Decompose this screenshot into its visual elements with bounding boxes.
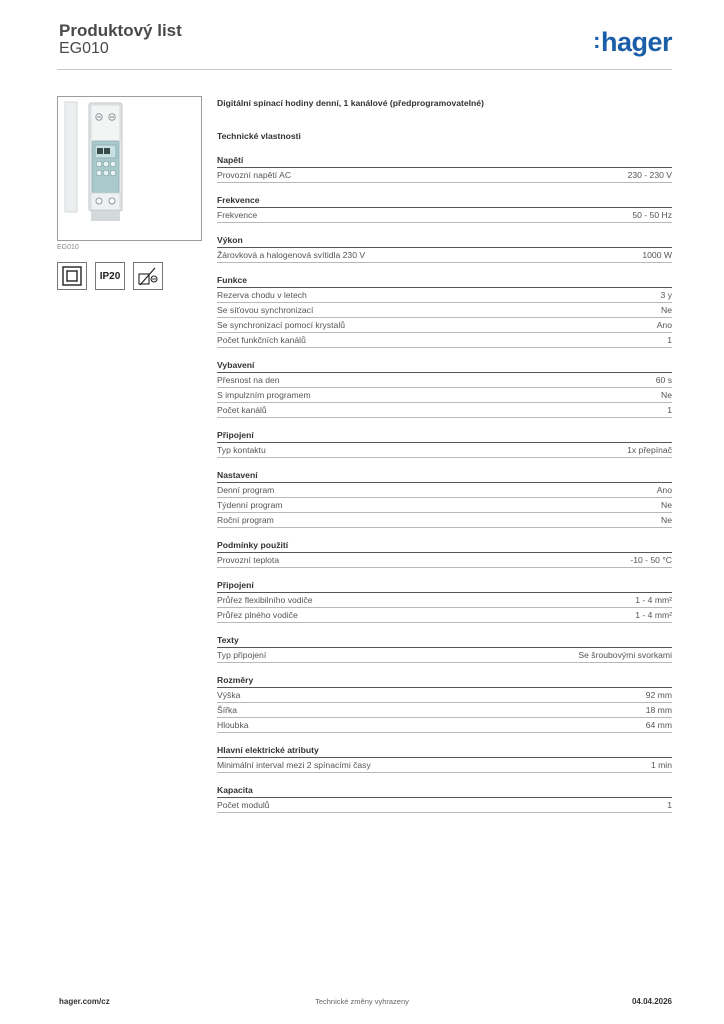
spec-row [217, 688, 672, 703]
spec-value: 1 - 4 mm² [635, 610, 672, 620]
spec-row [217, 498, 672, 513]
spec-label: Se síťovou synchronizací [217, 305, 314, 315]
spec-value: Ano [656, 320, 672, 330]
din-rail-mounting-icon [133, 262, 163, 290]
section-title: Vybavení [217, 358, 672, 373]
section-title: Připojení [217, 578, 672, 593]
spec-section [217, 358, 672, 418]
spec-value: Ne [661, 500, 672, 510]
spec-value: Se šroubovými svorkami [578, 650, 672, 660]
product-code: EG010 [59, 40, 109, 57]
spec-row [217, 608, 672, 623]
section-title: Nastavení [217, 468, 672, 483]
logo-mark: : [593, 28, 600, 53]
spec-label: Typ kontaktu [217, 445, 266, 455]
section-title: Podmínky použití [217, 538, 672, 553]
spec-label: Minimální interval mezi 2 spínacími časy [217, 760, 371, 770]
spec-row [217, 553, 672, 568]
spec-row [217, 303, 672, 318]
spec-label: Denní program [217, 485, 275, 495]
spec-row [217, 593, 672, 608]
spec-label: Počet kanálů [217, 405, 267, 415]
footer-date: 04.04.2026 [631, 997, 672, 1006]
spec-value: Ne [661, 390, 672, 400]
spec-row [217, 798, 672, 813]
time-switch-illustration [58, 97, 201, 240]
spec-section [217, 783, 672, 813]
spec-label: S impulzním programem [217, 390, 311, 400]
double-insulation-icon [57, 262, 87, 290]
spec-value: 1 [667, 405, 672, 415]
spec-label: Průřez flexibilního vodiče [217, 595, 313, 605]
logo-text: hager [600, 27, 672, 57]
hager-logo[interactable] [593, 27, 672, 58]
section-title: Kapacita [217, 783, 672, 798]
spec-row [217, 403, 672, 418]
spec-value: 1 [667, 335, 672, 345]
spec-row [217, 703, 672, 718]
spec-value: 18 mm [645, 705, 672, 715]
spec-label: Provozní napětí AC [217, 170, 292, 180]
spec-row [217, 168, 672, 183]
spec-value: 1000 W [642, 250, 672, 260]
spec-value: 50 - 50 Hz [632, 210, 672, 220]
spec-section [217, 468, 672, 528]
spec-label: Přesnost na den [217, 375, 280, 385]
image-caption: EG010 [57, 244, 79, 251]
spec-row [217, 648, 672, 663]
section-title: Texty [217, 633, 672, 648]
spec-row [217, 248, 672, 263]
spec-value: 1 - 4 mm² [635, 595, 672, 605]
spec-section [217, 743, 672, 773]
spec-section [217, 673, 672, 733]
spec-value: Ne [661, 305, 672, 315]
spec-value: 60 s [655, 375, 672, 385]
page-title: Produktový list [59, 21, 182, 40]
spec-value: 1 [667, 800, 672, 810]
spec-section [217, 578, 672, 623]
spec-section [217, 538, 672, 568]
spec-row [217, 483, 672, 498]
spec-row [217, 758, 672, 773]
spec-label: Výška [217, 690, 241, 700]
spec-label: Počet funkčních kanálů [217, 335, 306, 345]
spec-row [217, 318, 672, 333]
spec-label: Rezerva chodu v letech [217, 290, 307, 300]
spec-label: Týdenní program [217, 500, 283, 510]
spec-row [217, 208, 672, 223]
ip-rating: IP20 [99, 270, 121, 282]
spec-row [217, 443, 672, 458]
spec-label: Se synchronizací pomocí krystalů [217, 320, 346, 330]
spec-section [217, 233, 672, 263]
spec-value: 1x přepínač [627, 445, 672, 455]
spec-value: 64 mm [645, 720, 672, 730]
spec-label: Frekvence [217, 210, 258, 220]
section-title: Připojení [217, 428, 672, 443]
spec-value: -10 - 50 °C [630, 555, 672, 565]
spec-label: Průřez plného vodiče [217, 610, 298, 620]
spec-row [217, 373, 672, 388]
spec-section [217, 193, 672, 223]
spec-value: Ano [656, 485, 672, 495]
spec-label: Hloubka [217, 720, 249, 730]
spec-value: Ne [661, 515, 672, 525]
spec-section [217, 273, 672, 348]
spec-label: Roční program [217, 515, 274, 525]
product-image [57, 96, 202, 241]
spec-row [217, 288, 672, 303]
spec-row [217, 718, 672, 733]
section-title: Hlavní elektrické atributy [217, 743, 672, 758]
spec-label: Provozní teplota [217, 555, 280, 565]
spec-label: Počet modulů [217, 800, 270, 810]
spec-label: Šířka [217, 705, 238, 715]
spec-value: 1 min [650, 760, 672, 770]
spec-section [217, 153, 672, 183]
section-title: Výkon [217, 233, 672, 248]
features-heading: Technické vlastnosti [217, 131, 301, 141]
spec-row [217, 388, 672, 403]
section-title: Rozměry [217, 673, 672, 688]
spec-value: 3 y [660, 290, 672, 300]
ip20-icon [95, 262, 125, 290]
specifications [217, 96, 672, 813]
footer-disclaimer: Technické změny vyhrazeny [315, 997, 409, 1006]
section-title: Frekvence [217, 193, 672, 208]
spec-section [217, 428, 672, 458]
footer-website[interactable]: hager.com/cz [59, 997, 110, 1006]
section-title: Napětí [217, 153, 672, 168]
spec-value: 230 - 230 V [627, 170, 672, 180]
spec-value: 92 mm [645, 690, 672, 700]
spec-row [217, 333, 672, 348]
spec-row [217, 513, 672, 528]
spec-label: Typ připojení [217, 650, 267, 660]
spec-section [217, 633, 672, 663]
section-title: Funkce [217, 273, 672, 288]
spec-label: Žárovková a halogenová svítidla 230 V [217, 250, 366, 260]
product-description: Digitální spínací hodiny denní, 1 kanálové (předprogramovatelné) [217, 98, 484, 108]
header-divider [57, 69, 672, 70]
